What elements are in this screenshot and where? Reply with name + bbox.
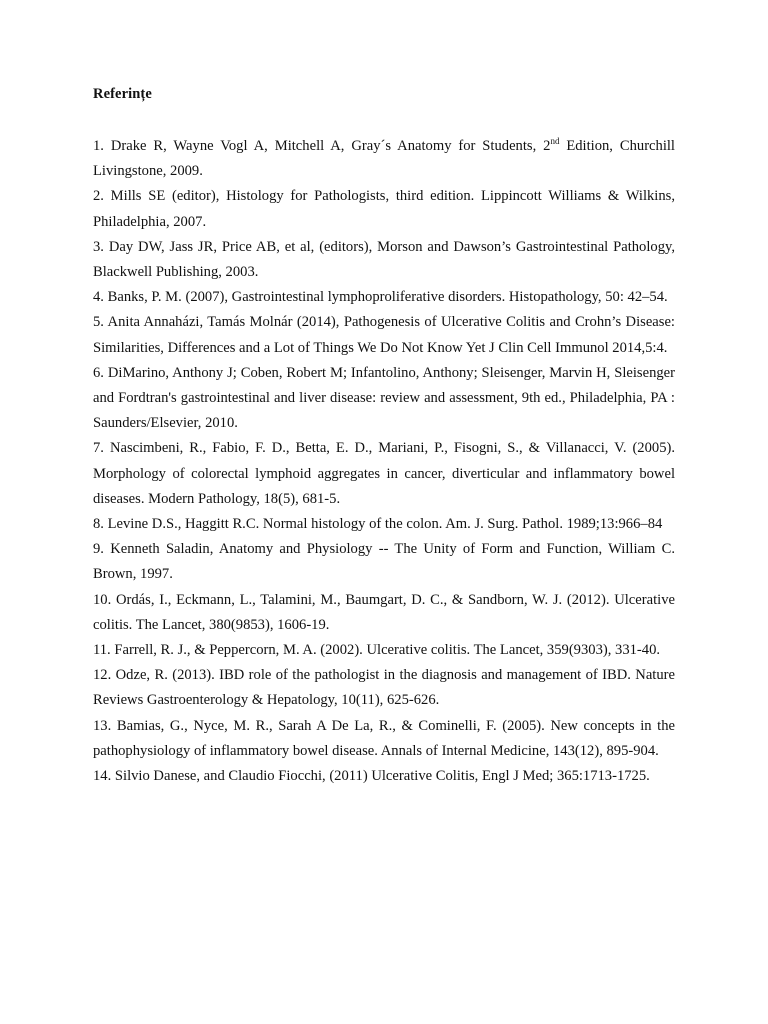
- reference-text: Drake R, Wayne Vogl A, Mitchell A, Gray´s Anatomy for Students, 2: [110, 138, 551, 154]
- reference-text: Anita Annaházi, Tamás Molnár (2014), Pathogenesis of Ulcerative Colitis and Crohn’s Disease: Similarities, Differences and a Lot of Things We Do Not Know Yet J Clin Cell Immunol 2014,5:4.: [93, 314, 675, 356]
- reference-text: Odze, R. (2013). IBD role of the pathologist in the diagnosis and management of IBD. Nature Reviews Gastroenterology & Hepatology, 10(11), 625-626.: [93, 667, 675, 709]
- reference-item: [93, 764, 675, 789]
- reference-number: 10.: [93, 591, 112, 608]
- reference-number: 13.: [93, 717, 112, 734]
- references-heading: Referințe: [93, 86, 152, 102]
- reference-text: Kenneth Saladin, Anatomy and Physiology -- The Unity of Form and Function, William C. Brown, 1997.: [93, 541, 675, 583]
- reference-text: Mills SE (editor), Histology for Pathologists, third edition. Lippincott Williams & Wilkins, Philadelphia, 2007.: [93, 188, 675, 230]
- reference-text: Day DW, Jass JR, Price AB, et al, (editors), Morson and Dawson’s Gastrointestinal Pathology, Blackwell Publishing, 2003.: [93, 238, 675, 281]
- reference-item: [93, 714, 675, 764]
- reference-item: [93, 436, 675, 512]
- reference-item: [93, 310, 675, 360]
- reference-item: [93, 663, 675, 713]
- reference-number: 4.: [93, 289, 104, 306]
- reference-list: [93, 134, 675, 789]
- reference-number: 5.: [93, 314, 104, 331]
- reference-number: 14.: [93, 768, 112, 785]
- reference-item: [93, 512, 675, 537]
- reference-item: [93, 134, 675, 184]
- reference-item: [93, 361, 675, 437]
- reference-item: [93, 285, 675, 310]
- reference-text: Nascimbeni, R., Fabio, F. D., Betta, E. D., Mariani, P., Fisogni, S., & Villanacci, V. (2005). Morphology of colorectal lymphoid aggregates in cancer, diverticular and inflammatory bowel diseases. Modern Pathology, 18(5), 681-5.: [93, 440, 675, 507]
- reference-text: DiMarino, Anthony J; Coben, Robert M; Infantolino, Anthony; Sleisenger, Marvin H, Sleisenger and Fordtran's gastrointestinal and liver disease: review and assessment, 9th ed., Philadelphia, PA : Saunders/Elsevier, 2010.: [93, 364, 675, 432]
- reference-item: [93, 638, 675, 663]
- reference-number: 7.: [93, 440, 104, 457]
- reference-item: [93, 537, 675, 587]
- reference-number: 9.: [93, 541, 104, 558]
- reference-text-continued: Edition, Churchill Livingstone, 2009.: [93, 138, 675, 180]
- reference-item: [93, 235, 675, 285]
- reference-number: 11.: [93, 642, 111, 659]
- reference-text: Silvio Danese, and Claudio Fiocchi, (2011) Ulcerative Colitis, Engl J Med; 365:1713-1725.: [114, 768, 650, 785]
- reference-number: 2.: [93, 188, 104, 205]
- reference-text: Banks, P. M. (2007), Gastrointestinal lymphoproliferative disorders. Histopathology, 50: 42–54.: [107, 289, 668, 306]
- reference-superscript: nd: [550, 136, 560, 146]
- reference-number: 1.: [93, 138, 104, 154]
- reference-item: [93, 184, 675, 234]
- reference-text: Farrell, R. J., & Peppercorn, M. A. (2002). Ulcerative colitis. The Lancet, 359(9303), 331-40.: [114, 642, 661, 659]
- reference-number: 8.: [93, 516, 104, 533]
- reference-number: 12.: [93, 667, 112, 684]
- reference-number: 3.: [93, 238, 104, 255]
- reference-item: [93, 588, 675, 638]
- reference-text: Bamias, G., Nyce, M. R., Sarah A De La, R., & Cominelli, F. (2005). New concepts in the pathophysiology of inflammatory bowel disease. Annals of Internal Medicine, 143(12), 895-904.: [93, 717, 675, 759]
- reference-text: Levine D.S., Haggitt R.C. Normal histology of the colon. Am. J. Surg. Pathol. 1989;13:966–84: [107, 516, 663, 533]
- reference-number: 6.: [93, 364, 104, 381]
- reference-text: Ordás, I., Eckmann, L., Talamini, M., Baumgart, D. C., & Sandborn, W. J. (2012). Ulcerative colitis. The Lancet, 380(9853), 1606-19.: [93, 591, 675, 633]
